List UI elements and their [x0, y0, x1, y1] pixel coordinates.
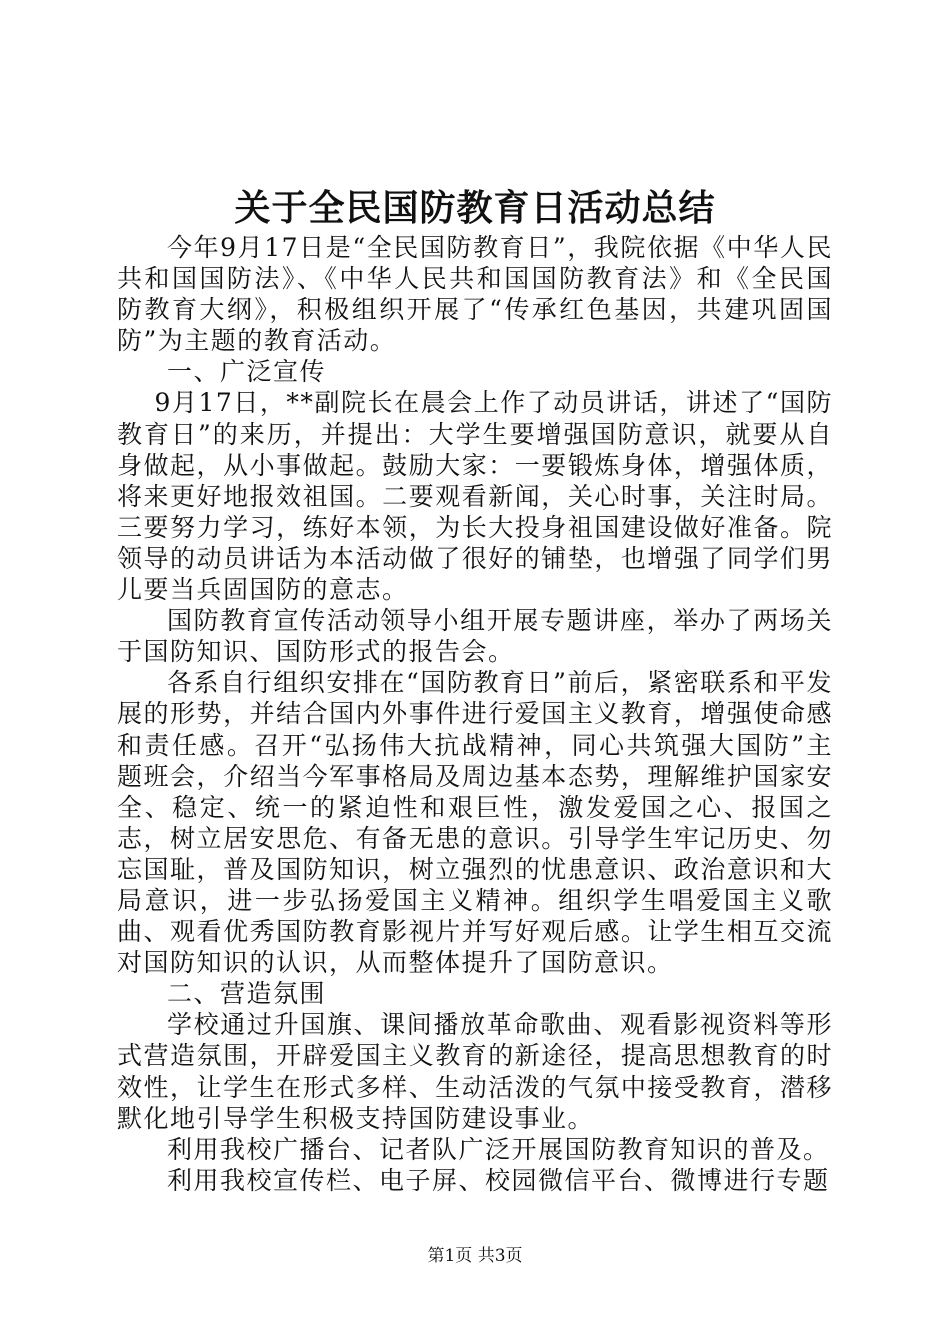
paragraph-publicity: 利用我校宣传栏、电子屏、校园微信平台、微博进行专题 — [167, 1165, 830, 1195]
paragraph-intro: 今年9月17日是“全民国防教育日”，我院依据《中华人民共和国国防法》、《中华人民共和国国防教育法》和《全民国防教育大纲》，积极组织开展了“传承红色基因，共建巩固国防”为主题的教育活动。 — [117, 233, 833, 356]
paragraph-atmosphere: 学校通过升国旗、课间播放革命歌曲、观看影视资料等形式营造氛围，开辟爱国主义教育的新途径，提高思想教育的时效性，让学生在形式多样、生动活泼的气氛中接受教育，潜移默化地引导学生积极支持国防建设事业。 — [117, 1010, 833, 1133]
paragraph-lectures: 国防教育宣传活动领导小组开展专题讲座，举办了两场关于国防知识、国防形式的报告会。 — [117, 606, 833, 667]
paragraph-broadcast: 利用我校广播台、记者队广泛开展国防教育知识的普及。 — [167, 1134, 830, 1164]
document-title: 关于全民国防教育日活动总结 — [234, 187, 716, 229]
page-footer — [0, 1244, 950, 1268]
page-number: 第1页 共3页 — [427, 1246, 523, 1266]
document-body — [117, 232, 833, 1196]
section-heading-2: 二、营造氛围 — [167, 979, 327, 1009]
section-heading-1: 一、广泛宣传 — [167, 357, 327, 387]
paragraph-mobilization-speech: 9月17日，**副院长在晨会上作了动员讲话，讲述了“国防教育日”的来历，并提出：大学生要增强国防意识，就要从自身做起，从小事做起。鼓励大家：一要锻炼身体，增强体质，将来更好地报效祖国。二要观看新闻，关心时事，关注时局。三要努力学习，练好本领，为长大投身祖国建设做好准备。院领导的动员讲话为本活动做了很好的铺垫，也增强了同学们男儿要当兵固国防的意志。 — [117, 388, 833, 605]
paragraph-department-activities: 各系自行组织安排在“国防教育日”前后，紧密联系和平发展的形势，并结合国内外事件进行爱国主义教育，增强使命感和责任感。召开“弘扬伟大抗战精神，同心共筑强大国防”主题班会，介绍当今军事格局及周边基本态势，理解维护国家安全、稳定、统一的紧迫性和艰巨性，激发爱国之心、报国之志，树立居安思危、有备无患的意识。引导学生牢记历史、勿忘国耻，普及国防知识，树立强烈的忧患意识、政治意识和大局意识，进一步弘扬爱国主义精神。组织学生唱爱国主义歌曲、观看优秀国防教育影视片并写好观后感。让学生相互交流对国防知识的认识，从而整体提升了国防意识。 — [117, 668, 833, 978]
